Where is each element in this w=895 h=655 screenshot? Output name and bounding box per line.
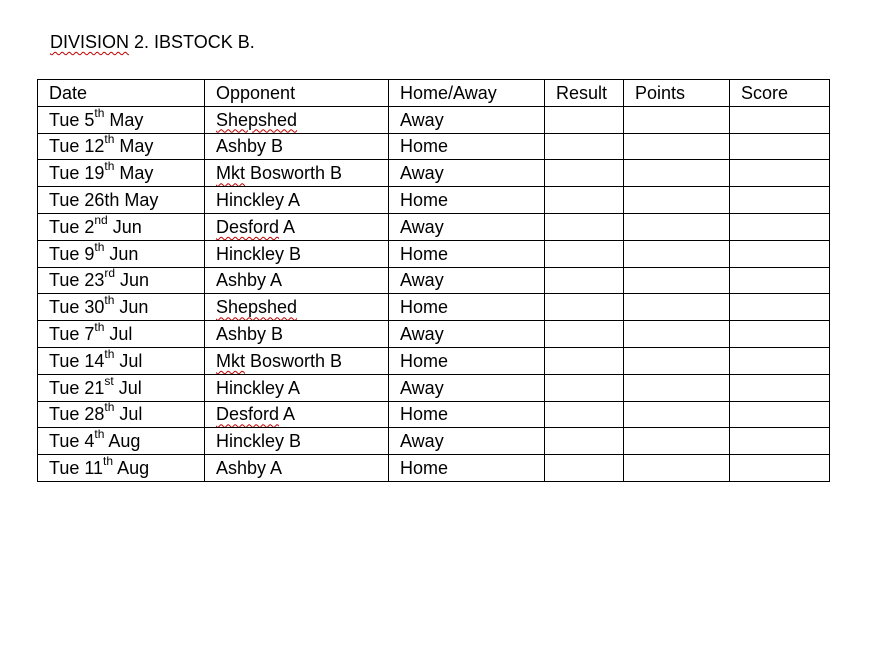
cell-home-away: Away	[389, 428, 545, 455]
date-month: Jun	[107, 216, 142, 237]
table-row	[38, 455, 830, 482]
cell-home-away: Away	[389, 267, 545, 294]
date-month: Jun	[104, 243, 139, 264]
header-result: Result	[545, 80, 624, 107]
cell-points	[624, 267, 730, 294]
opponent-name: Hinckley A	[216, 190, 301, 211]
cell-result	[545, 294, 624, 321]
opponent-rest: A	[279, 216, 296, 237]
cell-date	[38, 455, 205, 482]
table-row	[38, 240, 830, 267]
opponent-spellcheck-word: Shepshed	[216, 297, 298, 318]
date-text: Tue 4	[49, 431, 95, 452]
opponent-spellcheck-word: Desford	[216, 216, 280, 237]
cell-score	[730, 240, 830, 267]
date-text: Tue 28	[49, 404, 105, 425]
cell-score	[730, 455, 830, 482]
cell-score	[730, 133, 830, 160]
cell-date	[38, 374, 205, 401]
date-ordinal-suffix: th	[94, 106, 105, 120]
header-row	[38, 80, 830, 107]
date-ordinal-suffix: th	[104, 159, 115, 174]
date-text: Tue 12	[49, 136, 105, 157]
cell-home-away: Away	[389, 160, 545, 187]
cell-score	[730, 267, 830, 294]
cell-opponent	[205, 347, 389, 374]
cell-date	[38, 401, 205, 428]
table-row	[38, 294, 830, 321]
table-row	[38, 106, 830, 133]
header-points: Points	[624, 80, 730, 107]
cell-date	[38, 187, 205, 214]
cell-score	[730, 428, 830, 455]
cell-home-away: Away	[389, 374, 545, 401]
date-month: Jul	[114, 350, 143, 371]
cell-opponent	[205, 106, 389, 133]
date-text: Tue 30	[49, 297, 105, 318]
date-ordinal-suffix: th	[104, 133, 115, 147]
opponent-spellcheck-word: Shepshed	[216, 109, 298, 130]
cell-points	[624, 240, 730, 267]
opponent-name: Ashby B	[216, 324, 284, 345]
cell-date	[38, 106, 205, 133]
cell-result	[545, 187, 624, 214]
cell-home-away: Home	[389, 187, 545, 214]
cell-home-away: Home	[389, 455, 545, 482]
cell-opponent	[205, 187, 389, 214]
date-text: Tue 21	[49, 377, 105, 398]
cell-date	[38, 347, 205, 374]
opponent-spellcheck-word: Mkt	[216, 350, 245, 371]
cell-home-away: Home	[389, 347, 545, 374]
date-month: May	[104, 109, 144, 130]
cell-home-away: Home	[389, 294, 545, 321]
table-row	[38, 401, 830, 428]
date-text: Tue 26th May	[49, 190, 159, 211]
cell-home-away: Away	[389, 321, 545, 348]
opponent-spellcheck-word: Mkt	[216, 163, 245, 184]
table-row	[38, 187, 830, 214]
cell-opponent	[205, 401, 389, 428]
table-row	[38, 321, 830, 348]
cell-points	[624, 401, 730, 428]
cell-result	[545, 213, 624, 240]
header-date: Date	[38, 80, 205, 107]
date-ordinal-suffix: th	[94, 427, 105, 442]
cell-points	[624, 294, 730, 321]
cell-points	[624, 321, 730, 348]
date-month: May	[114, 136, 154, 157]
cell-result	[545, 106, 624, 133]
cell-opponent	[205, 267, 389, 294]
cell-result	[545, 347, 624, 374]
cell-opponent	[205, 428, 389, 455]
cell-score	[730, 106, 830, 133]
cell-date	[38, 267, 205, 294]
cell-result	[545, 321, 624, 348]
cell-date	[38, 321, 205, 348]
date-month: May	[114, 163, 154, 184]
date-month: Jul	[104, 324, 133, 345]
date-text: Tue 11	[49, 458, 104, 479]
title-division-word: DIVISION	[50, 32, 130, 52]
cell-result	[545, 428, 624, 455]
cell-date	[38, 160, 205, 187]
cell-home-away: Home	[389, 133, 545, 160]
cell-opponent	[205, 133, 389, 160]
date-text: Tue 9	[49, 243, 95, 264]
cell-score	[730, 321, 830, 348]
cell-home-away: Home	[389, 240, 545, 267]
table-row	[38, 428, 830, 455]
date-ordinal-suffix: th	[94, 320, 105, 335]
fixtures-body	[38, 106, 830, 481]
cell-date	[38, 294, 205, 321]
cell-opponent	[205, 213, 389, 240]
cell-date	[38, 213, 205, 240]
cell-date	[38, 133, 205, 160]
date-text: Tue 2	[49, 216, 95, 237]
date-ordinal-suffix: th	[104, 347, 115, 361]
date-ordinal-suffix: th	[103, 454, 114, 469]
cell-home-away: Away	[389, 213, 545, 240]
cell-points	[624, 428, 730, 455]
header-home-away: Home/Away	[389, 80, 545, 107]
title-rest: 2. IBSTOCK B.	[129, 32, 255, 52]
date-text: Tue 14	[49, 350, 105, 371]
table-row	[38, 267, 830, 294]
cell-points	[624, 213, 730, 240]
cell-result	[545, 374, 624, 401]
cell-opponent	[205, 294, 389, 321]
opponent-name: Ashby A	[216, 458, 283, 479]
cell-result	[545, 267, 624, 294]
table-row	[38, 160, 830, 187]
cell-score	[730, 160, 830, 187]
date-month: Jul	[113, 377, 142, 398]
cell-date	[38, 240, 205, 267]
date-ordinal-suffix: th	[94, 240, 105, 254]
cell-date	[38, 428, 205, 455]
opponent-rest: A	[279, 404, 296, 425]
date-month: Aug	[113, 458, 150, 479]
date-ordinal-suffix: st	[104, 374, 114, 388]
opponent-name: Ashby B	[216, 136, 284, 157]
header-score: Score	[730, 80, 830, 107]
table-row	[38, 213, 830, 240]
opponent-name: Ashby A	[216, 270, 283, 291]
date-text: Tue 19	[49, 163, 105, 184]
cell-opponent	[205, 240, 389, 267]
cell-score	[730, 187, 830, 214]
cell-opponent	[205, 321, 389, 348]
header-opponent: Opponent	[205, 80, 389, 107]
cell-points	[624, 160, 730, 187]
date-text: Tue 23	[49, 270, 105, 291]
cell-score	[730, 347, 830, 374]
opponent-name: Hinckley A	[216, 377, 301, 398]
cell-opponent	[205, 455, 389, 482]
date-ordinal-suffix: rd	[104, 267, 116, 281]
opponent-name: Hinckley B	[216, 431, 302, 452]
opponent-rest: Bosworth B	[245, 163, 343, 184]
opponent-spellcheck-word: Desford	[216, 404, 280, 425]
cell-points	[624, 455, 730, 482]
cell-points	[624, 347, 730, 374]
cell-score	[730, 213, 830, 240]
cell-result	[545, 240, 624, 267]
cell-result	[545, 133, 624, 160]
cell-opponent	[205, 160, 389, 187]
date-month: Jun	[115, 270, 150, 291]
cell-home-away: Home	[389, 401, 545, 428]
opponent-name: Hinckley B	[216, 243, 302, 264]
cell-points	[624, 106, 730, 133]
cell-score	[730, 401, 830, 428]
date-ordinal-suffix: nd	[94, 213, 108, 227]
date-ordinal-suffix: th	[104, 401, 115, 415]
date-text: Tue 7	[49, 324, 95, 345]
table-row	[38, 374, 830, 401]
cell-score	[730, 374, 830, 401]
table-row	[38, 347, 830, 374]
date-month: Aug	[104, 431, 141, 452]
cell-points	[624, 374, 730, 401]
cell-result	[545, 401, 624, 428]
document-title	[50, 31, 255, 53]
cell-result	[545, 160, 624, 187]
opponent-rest: Bosworth B	[245, 350, 343, 371]
cell-score	[730, 294, 830, 321]
cell-home-away: Away	[389, 106, 545, 133]
date-month: Jul	[114, 404, 143, 425]
date-text: Tue 5	[49, 109, 95, 130]
cell-opponent	[205, 374, 389, 401]
cell-points	[624, 133, 730, 160]
date-ordinal-suffix: th	[104, 293, 115, 308]
table-row	[38, 133, 830, 160]
date-month: Jun	[114, 297, 149, 318]
fixtures-table	[37, 79, 830, 482]
cell-points	[624, 187, 730, 214]
cell-result	[545, 455, 624, 482]
